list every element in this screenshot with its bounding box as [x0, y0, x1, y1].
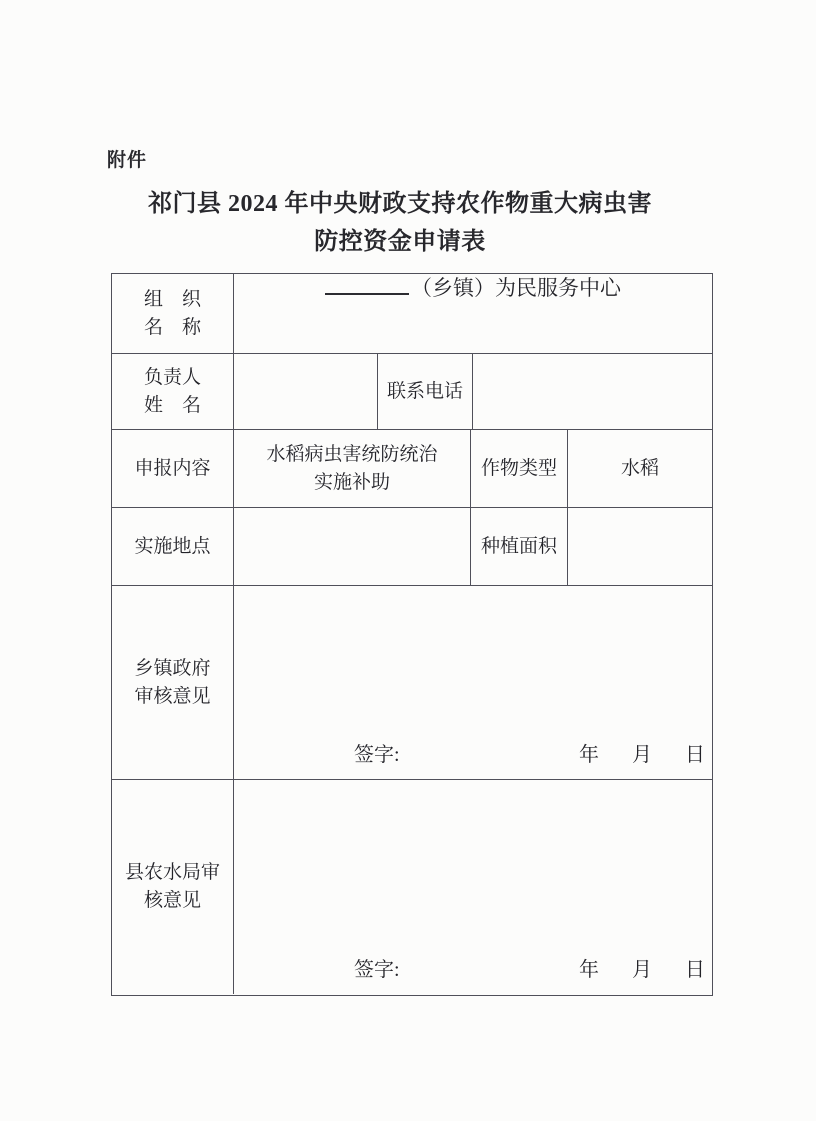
township-sign-label: 签字: — [354, 744, 400, 766]
application-form-table — [111, 273, 713, 996]
county-review-label-line1: 县农水局审 — [124, 862, 220, 883]
county-review-value-cell — [234, 780, 712, 994]
document-title — [0, 185, 800, 261]
application-content-label-cell: 申报内容 — [112, 430, 234, 507]
planting-area-value-cell — [568, 508, 712, 585]
township-date-month: 月 — [632, 744, 652, 766]
county-date-year: 年 — [579, 959, 599, 981]
county-review-label-line2: 核意见 — [143, 890, 201, 911]
county-date-month: 月 — [632, 959, 652, 981]
township-review-value-cell — [234, 586, 712, 779]
table-row-principal — [112, 354, 712, 430]
crop-type-value-cell: 水稻 — [620, 457, 659, 479]
org-name-value-text: （乡镇）为民服务中心 — [411, 276, 621, 300]
table-row-org-name — [112, 274, 712, 354]
crop-type-label-cell: 作物类型 — [471, 430, 568, 507]
township-signature-line — [354, 741, 705, 769]
org-name-label-line2: 名 称 — [143, 316, 201, 338]
county-signature-line — [354, 956, 705, 984]
principal-label-line1: 负责人 — [143, 366, 201, 388]
township-review-label-cell — [112, 586, 234, 779]
title-line-1: 祁门县 2024 年中央财政支持农作物重大病虫害 — [148, 191, 652, 217]
contact-phone-value-cell — [473, 354, 712, 429]
table-row-application-content — [112, 430, 712, 508]
county-date-day: 日 — [685, 959, 705, 981]
location-label-cell: 实施地点 — [112, 508, 234, 585]
table-row-county-review — [112, 780, 712, 994]
application-content-value-cell — [234, 430, 471, 507]
location-value-cell — [234, 508, 471, 585]
org-name-blank-underline — [325, 293, 409, 295]
application-content-line1: 水稻病虫害统防统治 — [266, 443, 438, 465]
org-name-label-line1: 组 织 — [143, 288, 201, 310]
planting-area-label-cell: 种植面积 — [471, 508, 568, 585]
township-date-fields — [579, 741, 705, 769]
org-name-value-cell — [234, 274, 712, 353]
application-content-line2: 实施补助 — [313, 471, 390, 493]
principal-name-value-cell — [234, 354, 378, 429]
township-date-year: 年 — [579, 744, 599, 766]
table-row-location — [112, 508, 712, 586]
county-date-fields — [579, 956, 705, 984]
principal-name-label-cell — [112, 354, 234, 429]
principal-label-line2: 姓 名 — [143, 394, 201, 416]
county-sign-label: 签字: — [354, 959, 400, 981]
contact-phone-label-cell: 联系电话 — [378, 354, 473, 429]
attachment-label: 附件 — [107, 150, 148, 171]
table-row-township-review — [112, 586, 712, 780]
county-review-label-cell — [112, 780, 234, 994]
org-name-label-cell — [112, 274, 234, 353]
title-line-2: 防控资金申请表 — [314, 229, 486, 255]
township-review-label-line2: 审核意见 — [134, 685, 211, 707]
township-review-label-line1: 乡镇政府 — [134, 657, 211, 679]
township-date-day: 日 — [685, 744, 705, 766]
